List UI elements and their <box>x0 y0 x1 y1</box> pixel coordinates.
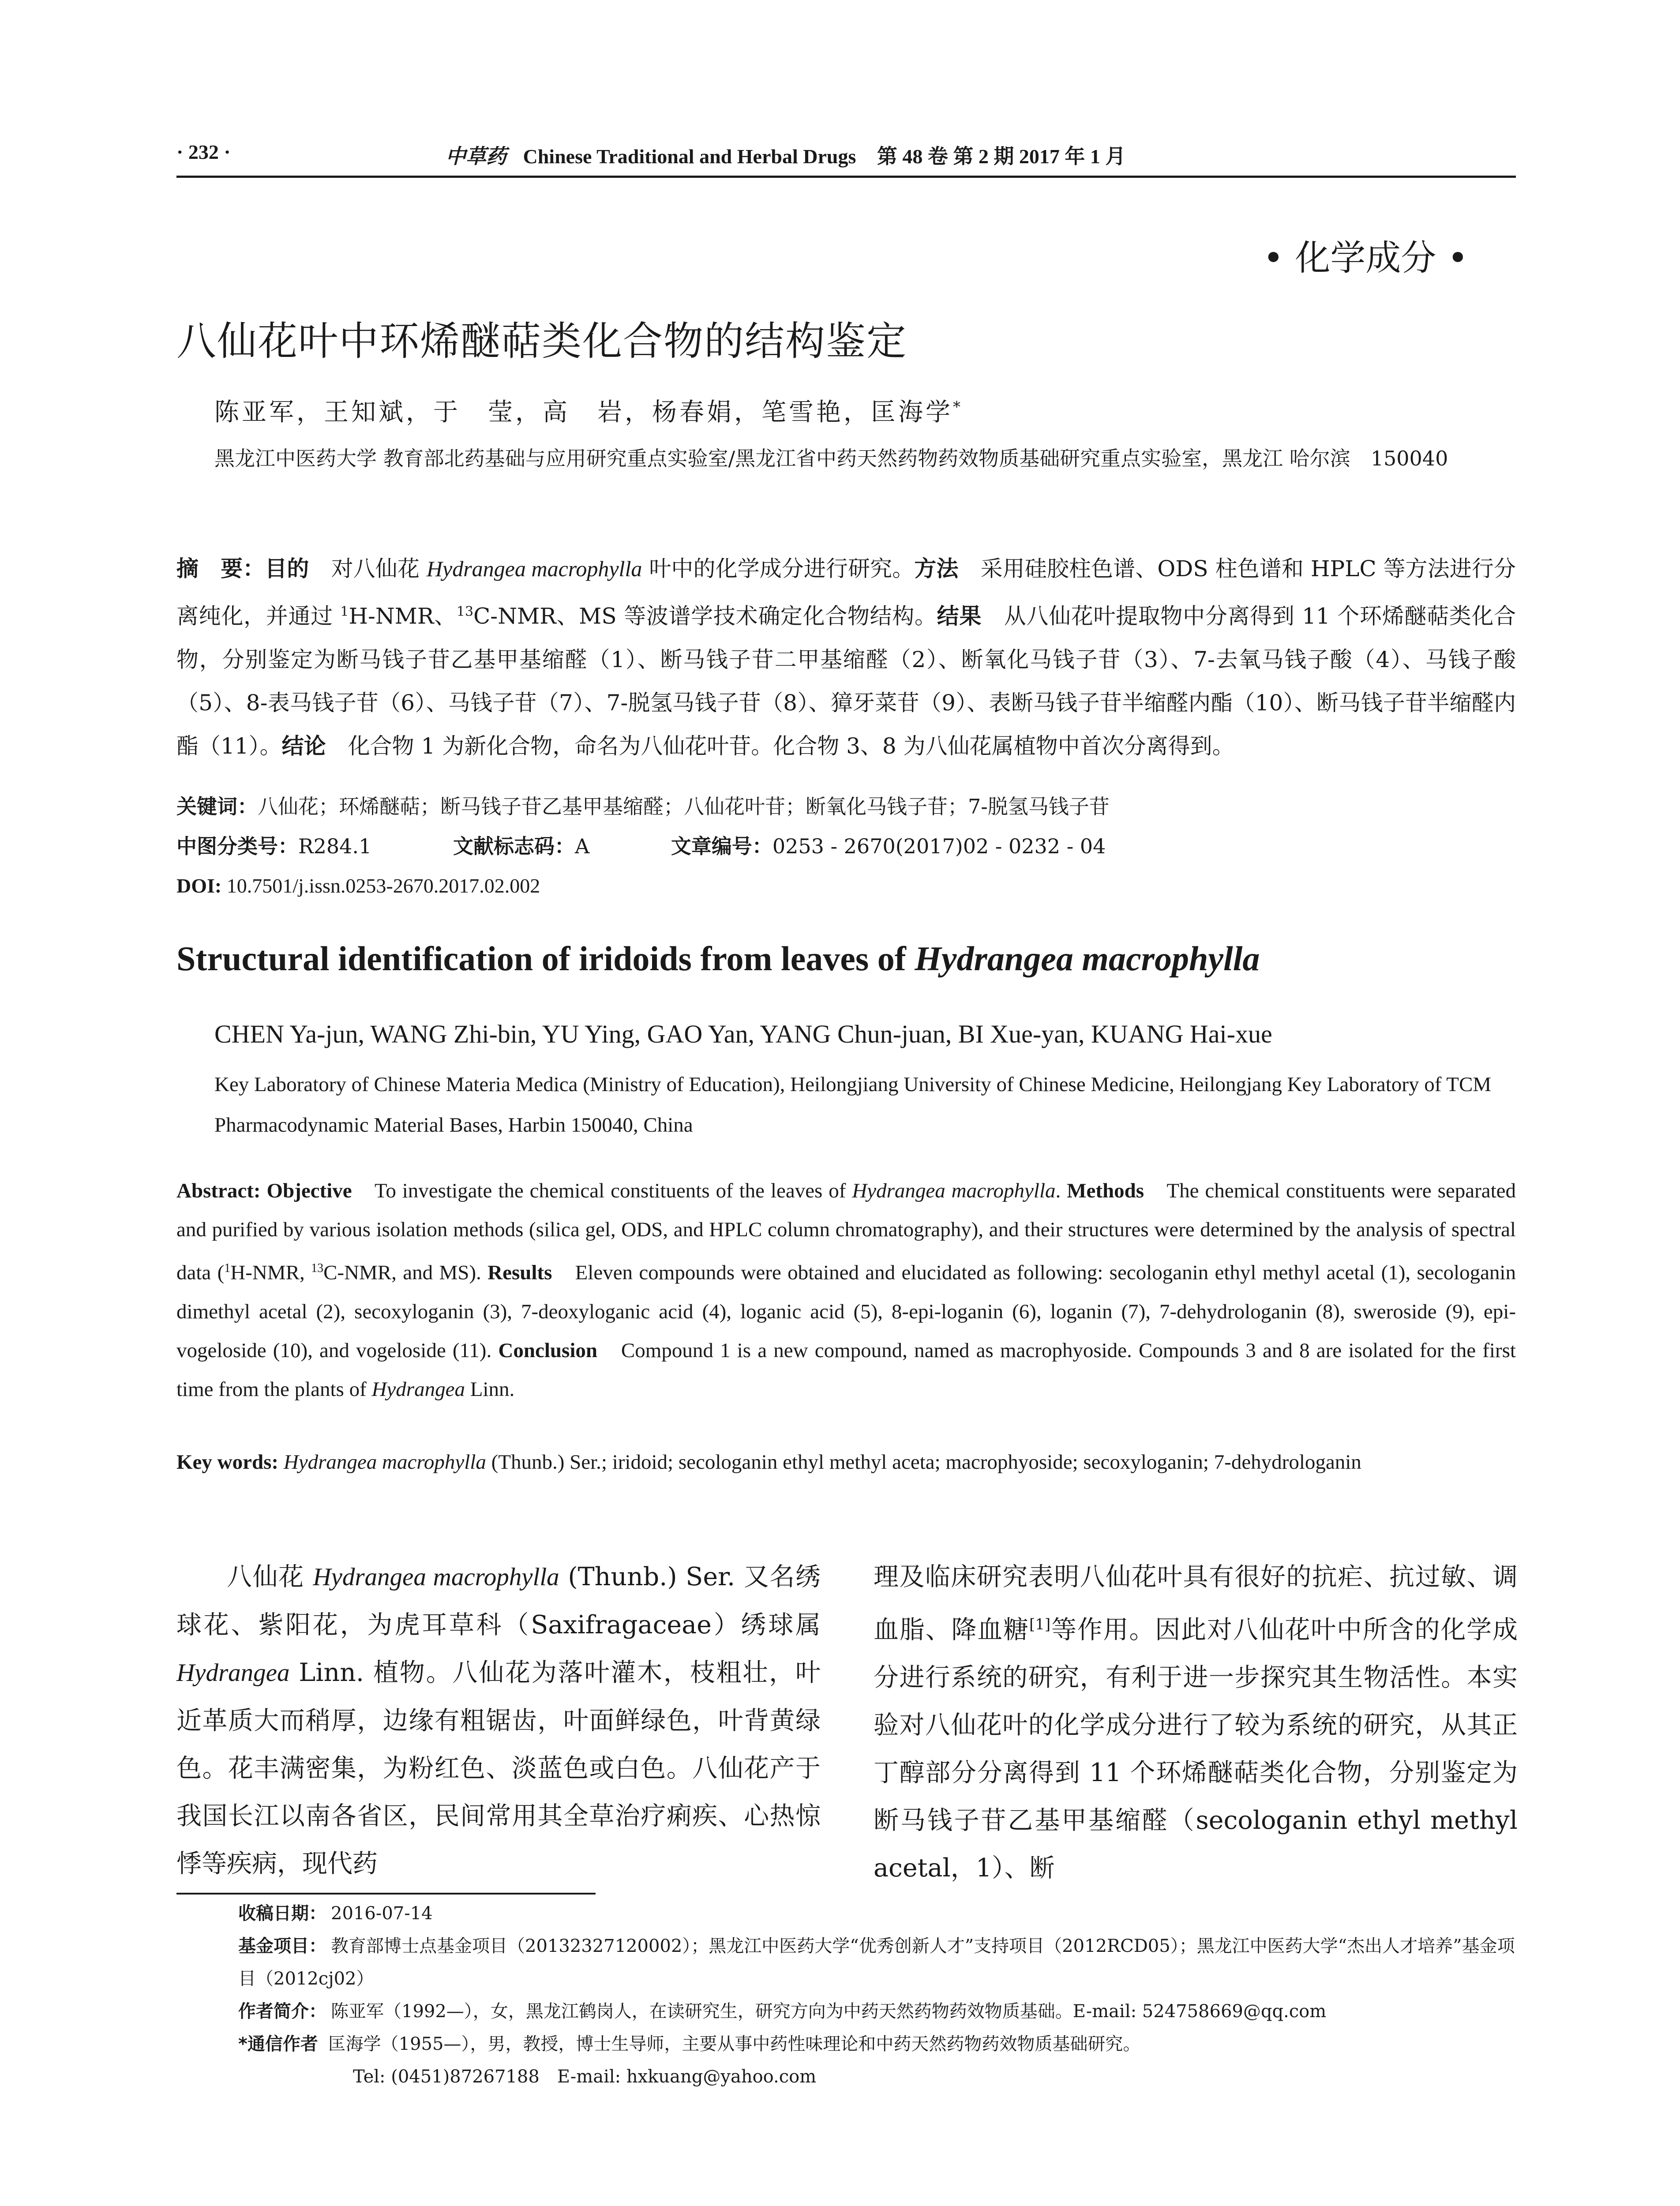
keywords-en-text: (Thunb.) Ser.; iridoid; secologanin ethyl methyl aceta; macrophyoside; secoxyloganin; 7-dehydrologanin <box>486 1451 1361 1474</box>
footnote-received <box>238 1897 1518 1930</box>
objective-text-en-end: . <box>1055 1179 1061 1202</box>
methods-label-cn: 方法 <box>914 556 959 582</box>
body-column-left <box>176 1553 821 1887</box>
objective-text-cn: 对八仙花 <box>309 556 427 582</box>
clc-label: 中图分类号： <box>176 834 298 858</box>
article-no-value: 0253 - 2670(2017)02 - 0232 - 04 <box>772 834 1106 858</box>
methods-hnmr-cn: H-NMR、 <box>349 603 457 629</box>
abstract-en-label: Abstract: <box>176 1179 261 1202</box>
keywords-en-label: Key words: <box>176 1451 279 1474</box>
objective-label-en: Objective <box>266 1179 352 1202</box>
methods-cnmr-cn: C-NMR、MS 等波谱学技术确定化合物结构。 <box>473 603 937 629</box>
methods-text-en: The chemical constituents were separated and purified by various isolation methods (silica gel, ODS, and HPLC column chromatography), and their structures were determined by the analysis of spectral data ( <box>176 1179 1516 1284</box>
results-label-en: Results <box>488 1261 552 1284</box>
methods-cnmr-en: C-NMR, and MS). <box>323 1261 481 1284</box>
body-left-species: Hydrangea macrophylla <box>313 1563 559 1591</box>
species-name: Hydrangea macrophylla <box>426 556 642 581</box>
author-bio-text: 陈亚军（1992—），女，黑龙江鹤岗人，在读研究生，研究方向为中药天然药物药效物质基础。E-mail: 524758669@qq.com <box>331 2001 1327 2022</box>
funding-text: 教育部博士点基金项目（20132327120002）；黑龙江中医药大学“优秀创新人才”支持项目（2012RCD05）；黑龙江中医药大学“杰出人才培养”基金项目（2012cj02） <box>238 1936 1515 1989</box>
objective-label-cn: 目的 <box>265 556 309 582</box>
header-rule <box>176 176 1516 178</box>
conclusion-text-en-end: Linn. <box>465 1377 515 1401</box>
abstract-cn-label: 摘 要： <box>176 556 265 582</box>
title-en <box>176 939 1260 979</box>
funding-label: 基金项目： <box>238 1936 326 1956</box>
reference-citation[interactable]: [1] <box>1029 1616 1051 1633</box>
journal-name-en: Chinese Traditional and Herbal Drugs <box>523 145 856 168</box>
methods-label-en: Methods <box>1067 1179 1144 1202</box>
received-date: 2016-07-14 <box>331 1903 433 1924</box>
abstract-cn: 摘 要：目的 对八仙花 Hydrangea macrophylla 叶中的化学成分进行研究。方法 采用硅胶柱色谱、ODS 柱色谱和 HPLC 等方法进行分离纯化，并通过 $^1$H-NMR、$^{13}$C-NMR、MS 等波谱学技术确定化合物结构。结果 从八仙花叶提取物中分离得到 11 个环烯醚萜类化合物，分别鉴定为断马钱子苷乙基甲基缩醛（1）、断马钱子苷二甲基缩醛（2）、断氧化马钱子苷（3）、7-去氧马钱子酸（4）、马钱子酸（5）、8-表马钱子苷（6）、马钱子苷（7）、7-脱氢马钱子苷（8）、獐牙菜苷（9）、表断马钱子苷半缩醛内酯（10）、断马钱子苷半缩醛内酯（11）。结论 化合物 1 为新化合物，命名为八仙花叶苷。化合物 3、8 为八仙花属植物中首次分离得到。 <box>176 556 1516 759</box>
clc-value: R284.1 <box>298 834 372 858</box>
keywords-en <box>176 1443 1516 1482</box>
body-column-right <box>874 1553 1518 1892</box>
methods-text-cn: 采用硅胶柱色谱、ODS 柱色谱和 HPLC 等方法进行分离纯化，并通过 <box>176 556 1516 629</box>
page-number: · 232 · <box>176 141 231 163</box>
keywords-cn-text: 八仙花；环烯醚萜；断马钱子苷乙基甲基缩醛；八仙花叶苷；断氧化马钱子苷；7-脱氢马钱子苷 <box>258 795 1110 818</box>
body-left-text-2: Linn. 植物。八仙花为落叶灌木，枝粗壮，叶近革质大而稍厚，边缘有粗锯齿，叶面鲜绿色，叶背黄绿色。花丰满密集，为粉红色、淡蓝色或白色。八仙花产于我国长江以南各省区，民间常用其全草治疗痢疾、心热惊悸等疾病，现代药 <box>176 1658 821 1878</box>
doc-code-value: A <box>574 834 590 858</box>
authors-cn-names: 陈亚军，王知斌，于 莹，高 岩，杨春娟，笔雪艳，匡海学 <box>214 398 953 427</box>
results-label-cn: 结果 <box>937 603 982 629</box>
title-cn: 八仙花叶中环烯醚萜类化合物的结构鉴定 <box>176 318 907 364</box>
conclusion-text-cn: 化合物 1 为新化合物，命名为八仙花叶苷。化合物 3、8 为八仙花属植物中首次分离得到。 <box>326 733 1234 759</box>
results-text-cn: 从八仙花叶提取物中分离得到 11 个环烯醚萜类化合物，分别鉴定为断马钱子苷乙基甲基缩醛（1）、断马钱子苷二甲基缩醛（2）、断氧化马钱子苷（3）、7-去氧马钱子酸（4）、马钱子酸（5）、8-表马钱子苷（6）、马钱子苷（7）、7-脱氢马钱子苷（8）、獐牙菜苷（9）、表断马钱子苷半缩醛内酯（10）、断马钱子苷半缩醛内酯（11）。 <box>176 603 1516 759</box>
title-en-main: Structural identification of iridoids from leaves of <box>176 939 915 978</box>
conclusion-label-en: Conclusion <box>498 1339 598 1362</box>
doi-value[interactable]: 10.7501/j.issn.0253-2670.2017.02.002 <box>226 874 540 897</box>
classification-row <box>176 826 1106 866</box>
doi-label: DOI: <box>176 874 222 897</box>
footnote-contact: Tel: (0451)87267188 E-mail: hxkuang@yahoo.com <box>353 2067 817 2087</box>
authors-cn <box>214 393 963 428</box>
body-left-genus: Hydrangea <box>176 1659 290 1687</box>
author-bio-label: 作者简介： <box>238 2001 326 2022</box>
conclusion-species-en: Hydrangea <box>371 1377 465 1401</box>
footnote-rule <box>176 1893 596 1895</box>
affiliation-en: Key Laboratory of Chinese Materia Medica (Ministry of Education), Heilongjiang University of Chinese Medicine, Heilongjang Key Laboratory of TCM Pharmacodynamic Material Bases, Harbin 150040, China <box>214 1073 1492 1137</box>
journal-name-cn: 中草药 <box>446 144 506 168</box>
corresponding-text: 匡海学（1955—），男，教授，博士生导师，主要从事中药性味理论和中药天然药物药效物质基础研究。 <box>328 2034 1141 2054</box>
objective-species-en: Hydrangea macrophylla <box>852 1179 1056 1202</box>
objective-text-cn-end: 叶中的化学成分进行研究。 <box>642 556 915 582</box>
received-label: 收稿日期： <box>238 1903 326 1924</box>
body-right-text-1: 理及临床研究表明八仙花叶具有很好的抗疟、抗过敏、调血脂、降血糖 <box>874 1562 1518 1644</box>
journal-header <box>446 140 1125 169</box>
footnote-funding <box>238 1930 1518 1995</box>
corresponding-label: *通信作者 <box>238 2034 318 2054</box>
footnote-corresponding <box>238 2028 1518 2060</box>
authors-en: CHEN Ya-jun, WANG Zhi-bin, YU Ying, GAO Yan, YANG Chun-juan, BI Xue-yan, KUANG Hai-xue <box>214 1020 1272 1048</box>
keywords-cn <box>176 787 1516 826</box>
article-no-label: 文章编号： <box>671 834 772 858</box>
footnote-author <box>238 1995 1518 2028</box>
doi-row <box>176 866 540 906</box>
title-en-species: Hydrangea macrophylla <box>915 939 1260 978</box>
body-right-text-2: 等作用。因此对八仙花叶中所含的化学成分进行系统的研究，有利于进一步探究其生物活性。本实验对八仙花叶的化学成分进行了较为系统的研究，从其正丁醇部分分离得到 11 个环烯醚萜类化合物，分别鉴定为断马钱子苷乙基甲基缩醛（secologanin ethyl methyl acetal，1）、断 <box>874 1615 1518 1883</box>
doc-code-label: 文献标志码： <box>453 834 575 858</box>
objective-text-en: To investigate the chemical constituents of the leaves of <box>352 1179 852 1202</box>
corresponding-mark: * <box>953 398 963 416</box>
conclusion-text-en: Compound 1 is a new compound, named as macrophyoside. Compounds 3 and 8 are isolated for the first time from the plants of <box>176 1339 1516 1401</box>
body-left-intro: 八仙花 <box>227 1562 313 1591</box>
section-tag: • 化学成分 • <box>1263 237 1468 278</box>
keywords-en-species: Hydrangea macrophylla <box>283 1451 486 1474</box>
affiliation-cn: 黑龙江中医药大学 教育部北药基础与应用研究重点实验室/黑龙江省中药天然药物药效物质基础研究重点实验室，黑龙江 哈尔滨 150040 <box>214 446 1448 470</box>
methods-hnmr-en: H-NMR, <box>230 1261 311 1284</box>
body-left-text-1: (Thunb.) Ser. 又名绣球花、紫阳花，为虎耳草科（Saxifragaceae）绣球属 <box>176 1562 821 1639</box>
results-text-en: Eleven compounds were obtained and elucidated as following: secologanin ethyl methyl acetal (1), secologanin dimethyl acetal (2), secoxyloganin (3), 7-deoxyloganic acid (4), loganic acid (5), 8-epi-loganin (6), loganin (7), 7-dehydrologanin (8), sweroside (9), epi-vogeloside (10), and vogeloside (11). <box>176 1261 1516 1362</box>
conclusion-label-cn: 结论 <box>281 733 326 759</box>
keywords-cn-label: 关键词： <box>176 795 258 818</box>
journal-issue: 第 48 卷 第 2 期 2017 年 1 月 <box>877 145 1126 168</box>
abstract-en: Abstract: Objective To investigate the chemical constituents of the leaves of Hydrangea macrophylla. Methods The chemical constituents were separated and purified by various isolation methods (silica gel, ODS, and HPLC column chromatography), and their structures were determined by the analysis of spectral data ($^1$H-NMR, $^{13}$C-NMR, and MS). Results Eleven compounds were obtained and elucidated as following: secologanin ethyl methyl acetal (1), secologanin dimethyl acetal (2), secoxyloganin (3), 7-deoxyloganic acid (4), loganic acid (5), 8-epi-loganin (6), loganin (7), 7-dehydrologanin (8), sweroside (9), epi-vogeloside (10), and vogeloside (11). Conclusion Compound 1 is a new compound, named as macrophyoside. Compounds 3 and 8 are isolated for the first time from the plants of Hydrangea Linn. <box>176 1179 1516 1401</box>
